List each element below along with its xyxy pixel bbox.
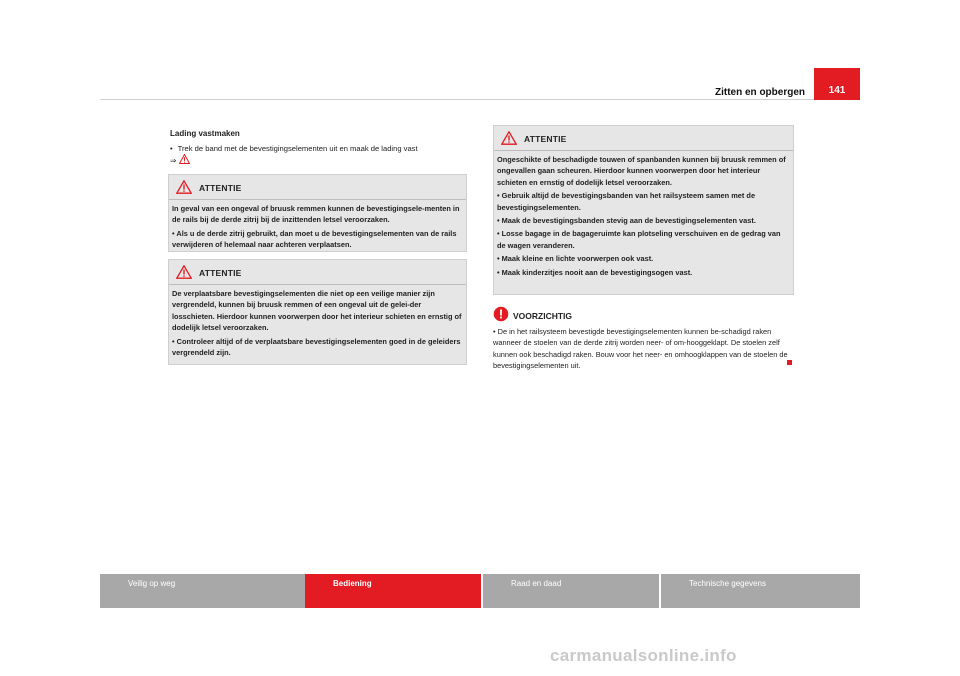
- chapter-title: Zitten en opbergen: [715, 87, 805, 98]
- arrow-ref: ⇒: [170, 156, 177, 165]
- warning-paragraph: • Losse bagage in de bagageruimte kan plotseling verschuiven en de gedrag van de wagen veranderen.: [497, 229, 781, 250]
- warning-box-1: [168, 174, 467, 252]
- warning-header: [169, 175, 466, 200]
- caution-text: • De in het railsysteem bevestigde bevestigingselementen kunnen be-schadigd raken wanneer de stoelen van de derde zitrij worden neer- of om-hooggeklapt. De stoelen zelf kunnen ook beschadigd raken. Bouw voor het neer- en omhoogklappen van de stoelen de bevestigingselementen uit.: [493, 327, 788, 371]
- instruction-text: Trek de band met de bevestigingselementen uit en maak de lading vast: [177, 143, 418, 153]
- warning-paragraph: • Maak kinderzitjes nooit aan de bevestigingsogen vast.: [497, 267, 693, 277]
- warning-paragraph: • Maak kleine en lichte voorwerpen ook vast.: [497, 254, 654, 264]
- warning-paragraph: In geval van een ongeval of bruusk remmen kunnen de bevestigingsele-menten in de rails bij de derde zitrij bij de inzittenden letsel veroorzaken.: [172, 204, 460, 225]
- warning-paragraph: • Controleer altijd of de verplaatsbare bevestigingselementen goed in de geleiders vergrendeld zijn.: [172, 336, 461, 358]
- caution-exclamation-icon: [493, 306, 509, 322]
- warning-paragraph: • Maak de bevestigingsbanden stevig aan de bevestigingselementen vast.: [497, 216, 756, 226]
- warning-triangle-icon: [179, 154, 190, 164]
- section-title: Lading vastmaken: [170, 129, 240, 138]
- caution-title: VOORZICHTIG: [513, 311, 573, 321]
- left-column: [170, 128, 467, 167]
- tab-veilig-op-weg[interactable]: Veilig op weg: [100, 574, 305, 608]
- tab-bediening[interactable]: Bediening: [305, 574, 481, 608]
- warning-title: ATTENTIE: [199, 183, 242, 193]
- section-end-marker: [787, 360, 792, 365]
- warning-title: ATTENTIE: [199, 268, 242, 278]
- warning-triangle-icon: [176, 265, 192, 279]
- caution-notice: [493, 306, 794, 372]
- warning-header: [169, 260, 466, 285]
- warning-body: [169, 200, 466, 257]
- warning-box-3: [493, 125, 794, 295]
- instruction-bullet: [170, 143, 467, 155]
- watermark: carmanualsonline.info: [550, 646, 737, 665]
- warning-body: [169, 285, 466, 364]
- tab-technische-gegevens[interactable]: Technische gegevens: [661, 574, 860, 608]
- tab-raad-en-daad[interactable]: Raad en daad: [483, 574, 659, 608]
- warning-reference[interactable]: [170, 154, 467, 167]
- warning-triangle-icon: [176, 180, 192, 194]
- warning-title: ATTENTIE: [524, 134, 567, 144]
- page-number: 141: [814, 68, 860, 100]
- header-rule: [100, 99, 860, 100]
- warning-paragraph: • Als u de derde zitrij gebruikt, dan moet u de bevestigingselementen van de rails verwijderen of helemaal naar achteren verplaatsen.: [172, 228, 457, 250]
- warning-paragraph: De verplaatsbare bevestigingselementen die niet op een veilige manier zijn vergrendeld, kunnen bij bruusk remmen of een ongeval uit de gelei-der losschieten. Hierdoor kunnen voorwerpen door het interieur schieten en ernstig of dodelijk letsel veroorzaken.: [172, 289, 462, 333]
- bullet-dot: •: [170, 143, 173, 153]
- warning-triangle-icon: [501, 131, 517, 145]
- warning-body: [494, 151, 793, 284]
- footer-nav: [100, 574, 860, 608]
- warning-paragraph: Ongeschikte of beschadigde touwen of spanbanden kunnen bij bruusk remmen of ongevallen gaan scheuren. Hierdoor kunnen voorwerpen door het interieur schieten en ernstig of dodelijk letsel veroorzaken.: [497, 155, 786, 187]
- caution-header: [493, 306, 794, 324]
- warning-header: [494, 126, 793, 151]
- warning-box-2: [168, 259, 467, 365]
- warning-paragraph: • Gebruik altijd de bevestigingsbanden van het railsysteem samen met de bevestigingselementen.: [497, 191, 756, 212]
